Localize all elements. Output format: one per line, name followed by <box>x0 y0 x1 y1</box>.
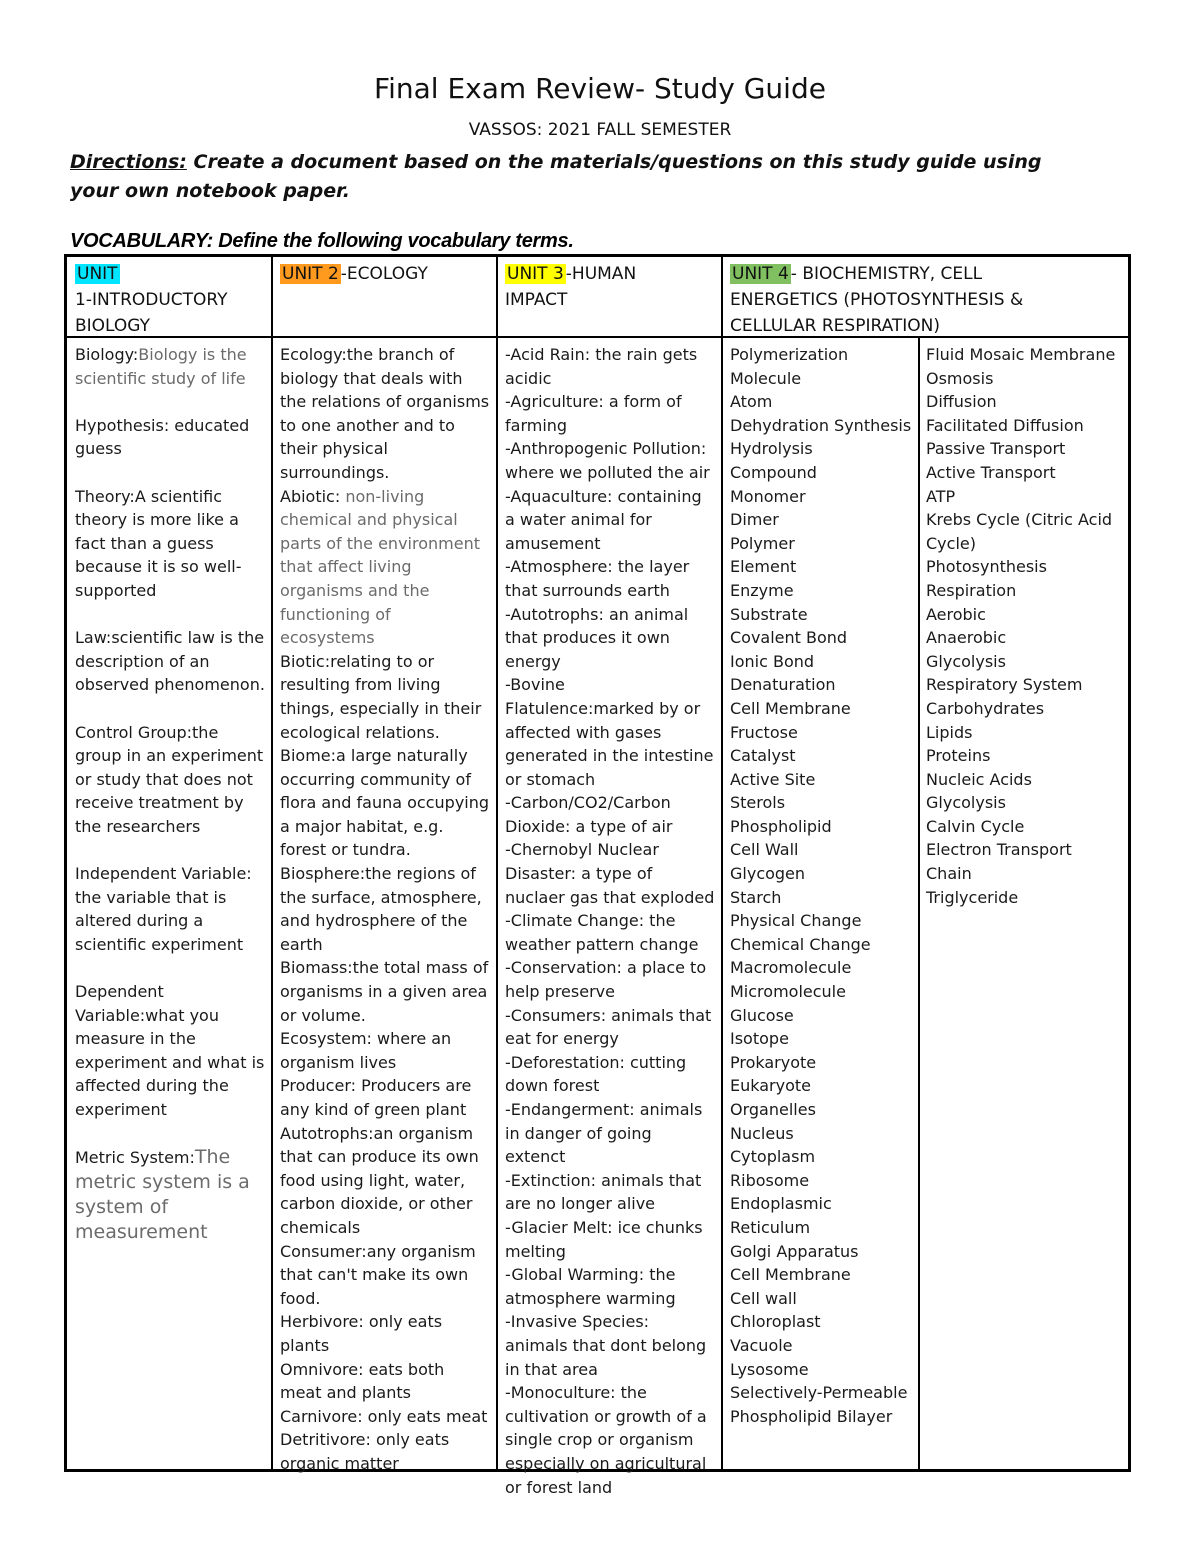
unit4-term: Enzyme <box>730 580 794 600</box>
unit1-highlight: UNIT <box>77 264 118 284</box>
unit4-term: Cell Membrane <box>730 698 851 718</box>
unit2-header <box>280 261 490 287</box>
unit4-term: ATP <box>926 486 956 506</box>
unit3-entry: -Glacier Melt: ice chunks melting <box>505 1217 703 1261</box>
unit4-term: Ribosome <box>730 1170 810 1190</box>
vocabulary-table <box>64 254 1131 1497</box>
directions-text: Create a document based on the materials/questions on this study guide using your own notebook paper. <box>70 151 1042 202</box>
page-subtitle: VASSOS: 2021 FALL SEMESTER <box>468 120 732 140</box>
unit1-header-line: BIOLOGY <box>75 316 151 336</box>
unit4-term: Dimer <box>730 510 779 530</box>
unit4-highlight: UNIT 4 <box>732 264 789 284</box>
unit4-term: Monomer <box>730 486 806 506</box>
unit4-term: Proteins <box>926 746 991 766</box>
unit4-term: Respiration <box>926 580 1017 600</box>
unit3-entry: -Climate Change: the weather pattern change <box>505 911 699 954</box>
unit1-header-line: 1-INTRODUCTORY <box>75 290 228 310</box>
unit3-highlight: UNIT 3 <box>507 264 564 284</box>
unit3-entry: -Global Warming: the atmosphere warming <box>505 1265 676 1308</box>
unit4-term: Endoplasmic <box>730 1194 832 1214</box>
unit4-term: Element <box>730 557 797 577</box>
unit3-entry: -Invasive Species: animals that dont belong in that area <box>505 1312 707 1379</box>
unit4-column-a <box>730 343 916 1428</box>
unit4-term: Triglyceride <box>926 887 1019 907</box>
unit4-term: Fructose <box>730 722 798 742</box>
unit4-term: Osmosis <box>926 368 994 388</box>
unit3-entry: -Conservation: a place to help preserve <box>505 958 707 1002</box>
unit1-entry: Dependent Variable:what you measure in the experiment and what is affected during the experiment <box>75 982 265 1119</box>
unit4-term: Passive Transport <box>926 439 1066 459</box>
unit3-entry: -Consumers: animals that eat for energy <box>505 1005 712 1049</box>
unit3-entry: -Bovine Flatulence:marked by or affected with gases generated in the intestine or stomach <box>505 675 714 789</box>
unit2-entry: Herbivore: only eats plants <box>280 1312 443 1355</box>
unit2-entry: Consumer:any organism that can't make its own food. <box>280 1241 476 1308</box>
unit4-term: Sterols <box>730 793 786 813</box>
unit2-highlight: UNIT 2 <box>282 264 339 284</box>
unit4-term: Dehydration Synthesis <box>730 415 912 435</box>
unit4-term: Glycolysis <box>926 651 1006 671</box>
unit2-entry: Ecosystem: where an organism lives <box>280 1029 452 1072</box>
page-title: Final Exam Review- Study Guide <box>374 72 826 105</box>
term: Abiotic: <box>280 486 346 506</box>
unit4-term: Phospholipid Bilayer <box>730 1406 893 1426</box>
unit1-header <box>75 261 265 339</box>
unit4-term: Fluid Mosaic Membrane <box>926 345 1116 364</box>
column-divider <box>721 257 723 1469</box>
unit4-term: Cell wall <box>730 1288 797 1308</box>
unit4-term: Active Transport <box>926 462 1056 482</box>
unit4-term: Cytoplasm <box>730 1147 816 1167</box>
unit1-entry: Hypothesis: educated guess <box>75 415 250 459</box>
unit4-term: Carbohydrates <box>926 698 1045 718</box>
unit2-entry: Biomass:the total mass of organisms in a given area or volume. <box>280 958 489 1025</box>
unit3-entry: -Extinction: animals that are no longer alive <box>505 1170 702 1214</box>
unit3-entry: -Endangerment: animals in danger of going extenct <box>505 1100 703 1167</box>
unit4-term: Ionic Bond <box>730 651 815 671</box>
unit4-term: Active Site <box>730 769 816 789</box>
unit4-term: Krebs Cycle (Citric Acid <box>926 510 1113 530</box>
column-divider <box>271 257 273 1469</box>
unit4-term: Nucleic Acids <box>926 769 1032 789</box>
unit3-entry: -Carbon/CO2/Carbon Dioxide: a type of air <box>505 793 673 836</box>
unit2-entry: Ecology:the branch of biology that deals with the relations of organisms to one another and to their physical surroundings. <box>280 345 490 482</box>
term: Biology: <box>75 345 139 364</box>
unit4-column-b <box>926 343 1126 909</box>
unit4-term: Isotope <box>730 1029 789 1049</box>
unit4-term: Selectively-Permeable <box>730 1383 908 1403</box>
unit2-entry: Biotic:relating to or resulting from living things, especially in their ecological relations. <box>280 651 482 742</box>
unit3-entry: -Monoculture: the cultivation or growth of a single crop or organism especially on agricultural or forest land <box>505 1383 707 1497</box>
column-divider <box>496 257 498 1469</box>
unit4-term: Cell Membrane <box>730 1265 851 1285</box>
unit4-term: Cycle) <box>926 533 976 553</box>
unit3-header <box>505 261 715 313</box>
unit4-term: Cell Wall <box>730 840 799 860</box>
unit4-term: Substrate <box>730 604 808 624</box>
unit3-entry: -Autotrophs: an animal that produces it own energy <box>505 604 689 671</box>
unit4-term: Polymerization <box>730 345 849 364</box>
unit1-entry <box>75 1145 267 1245</box>
unit4-header-line: ENERGETICS (PHOTOSYNTHESIS & <box>730 290 1024 310</box>
directions <box>70 148 1080 206</box>
unit4-term: Macromolecule <box>730 958 852 978</box>
unit2-entry: Omnivore: eats both meat and plants <box>280 1359 445 1403</box>
directions-label: Directions: <box>70 151 187 173</box>
unit3-entry: -Deforestation: cutting down forest <box>505 1052 687 1096</box>
unit3-entry: -Chernobyl Nuclear Disaster: a type of nuclaer gas that exploded <box>505 840 715 907</box>
unit4-term: Organelles <box>730 1100 816 1119</box>
unit4-term: Respiratory System <box>926 675 1083 695</box>
unit4-term: Polymer <box>730 533 795 553</box>
vocabulary-heading: VOCABULARY: Define the following vocabulary terms. <box>70 230 574 252</box>
column-divider <box>918 338 920 1469</box>
unit4-term: Calvin Cycle <box>926 816 1025 836</box>
unit3-column <box>505 343 715 1499</box>
unit1-entry: Theory:A scientific theory is more like a fact than a guess because it is so well-supported <box>75 486 242 600</box>
term: Metric System: <box>75 1148 195 1168</box>
unit1-entry: Control Group:the group in an experiment or study that does not receive treatment by the researchers <box>75 722 264 836</box>
unit4-term: Golgi Apparatus <box>730 1241 859 1261</box>
unit4-header <box>730 261 1130 339</box>
unit4-term: Electron Transport <box>926 840 1072 860</box>
unit3-entry: -Aquaculture: containing a water animal for amusement <box>505 486 702 553</box>
unit4-term: Atom <box>730 392 773 412</box>
unit4-term: Phospholipid <box>730 816 832 836</box>
unit4-term: Nucleus <box>730 1123 794 1143</box>
unit4-term: Anaerobic <box>926 628 1007 648</box>
unit4-header-text: - BIOCHEMISTRY, CELL <box>790 264 983 284</box>
unit2-entry: Autotrophs:an organism that can produce its own food using light, water, carbon dioxide, or other chemicals <box>280 1123 479 1237</box>
unit2-entry: Biome:a large naturally occurring community of flora and fauna occupying a major habitat, e.g. forest or tundra. <box>280 746 490 860</box>
definition: non-living chemical and physical parts of the environment that affect living organisms and the functioning of ecosystems <box>280 486 480 648</box>
unit4-term: Glycolysis <box>926 793 1006 813</box>
unit4-term: Prokaryote <box>730 1052 817 1072</box>
unit2-entry <box>280 485 490 650</box>
unit4-term: Glucose <box>730 1005 794 1025</box>
unit2-entry: Detritivore: only eats organic matter <box>280 1430 450 1473</box>
unit3-header-line: IMPACT <box>505 290 568 310</box>
unit3-entry: -Anthropogenic Pollution: where we polluted the air <box>505 439 710 482</box>
unit4-term: Molecule <box>730 368 802 388</box>
unit3-entry: -Acid Rain: the rain gets acidic <box>505 345 698 388</box>
unit3-entry: -Atmosphere: the layer that surrounds earth <box>505 557 690 600</box>
unit2-column <box>280 343 490 1476</box>
unit4-term: Photosynthesis <box>926 557 1047 577</box>
unit4-term: Starch <box>730 887 782 907</box>
unit2-entry: Producer: Producers are any kind of green plant <box>280 1076 472 1119</box>
unit4-term: Aerobic <box>926 604 986 624</box>
unit4-header-line: CELLULAR RESPIRATION) <box>730 316 941 336</box>
unit3-entry: -Agriculture: a form of farming <box>505 392 682 435</box>
unit4-term: Hydrolysis <box>730 439 813 459</box>
unit4-term: Diffusion <box>926 392 997 412</box>
unit4-term: Lipids <box>926 722 973 742</box>
unit4-term: Eukaryote <box>730 1076 811 1096</box>
unit4-term: Chain <box>926 864 972 884</box>
unit1-column <box>75 343 267 1245</box>
unit3-header-text: -HUMAN <box>565 264 637 284</box>
definition: The metric system is a system of measurement <box>75 1146 250 1244</box>
unit4-term: Lysosome <box>730 1359 809 1379</box>
unit4-term: Reticulum <box>730 1217 811 1237</box>
unit4-term: Chloroplast <box>730 1312 821 1332</box>
unit4-term: Facilitated Diffusion <box>926 415 1084 435</box>
unit4-term: Physical Change <box>730 911 862 931</box>
unit4-term: Vacuole <box>730 1335 793 1355</box>
unit4-term: Glycogen <box>730 864 806 884</box>
unit2-entry: Carnivore: only eats meat <box>280 1406 488 1426</box>
unit1-entry <box>75 343 267 390</box>
unit2-entry: Biosphere:the regions of the surface, atmosphere, and hydrosphere of the earth <box>280 864 482 954</box>
unit4-term: Micromolecule <box>730 982 846 1002</box>
unit1-entry: Law:scientific law is the description of an observed phenomenon. <box>75 628 265 695</box>
unit4-term: Catalyst <box>730 746 796 766</box>
unit1-entry: Independent Variable: the variable that is altered during a scientific experiment <box>75 864 252 954</box>
unit4-term: Compound <box>730 462 817 482</box>
unit4-term: Covalent Bond <box>730 628 848 648</box>
definition: Biology is the scientific study of life <box>75 345 247 388</box>
unit2-header-text: -ECOLOGY <box>340 264 428 284</box>
unit4-term: Denaturation <box>730 675 836 695</box>
unit4-term: Chemical Change <box>730 934 871 954</box>
